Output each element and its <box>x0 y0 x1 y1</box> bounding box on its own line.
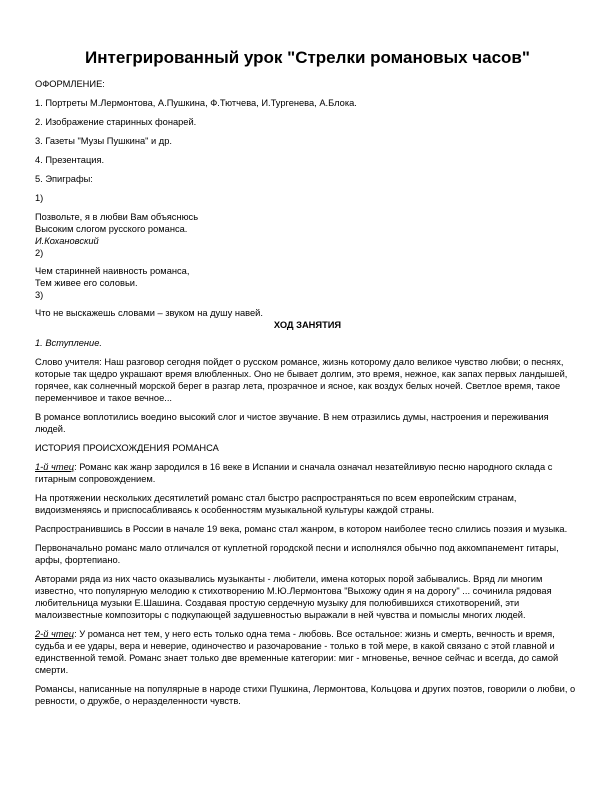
reader-2-label: 2-й чтец <box>35 629 75 639</box>
reader-2-text: : У романса нет тем, у него есть только одна тема - любовь. Все остальное: жизнь и смерть, вечность и время, судьба и ее удары, вера и неверие, одиночество и разочарование - только в той мере, в какой связано с этой главной и единственной темой. Романс знает только две временные категории: миг - мгновенье, вечное сейчас и всегда, до самой смерти. <box>35 629 559 675</box>
reader-1-paragraph <box>35 461 580 485</box>
embodied-paragraph: В романсе воплотились воедино высокий слог и чистое звучание. В нем отразились думы, настроения и переживания людей. <box>35 412 549 434</box>
teacher-paragraph: Слово учителя: Наш разговор сегодня пойдет о русском романсе, жизнь которому дало великое чувство любви; о песнях, которые так щедро украшают время влюбленных. Оно не бывает долгим, это время, нежное, как запах первых ландышей, горячее, как солнечный морской берег в разгар лета, прозрачное и ясное, как воздух белых ночей. Светлое время, такое переменчивое и такое вечное... <box>35 357 568 403</box>
history-paragraph: Авторами ряда из них часто оказывались музыканты - любители, имена которых порой забывались. Вряд ли многим известно, что популярную мелодию к стихотворению М.Ю.Лермонтова "Выхожу один я на дорогу" ... сочинила рядовая любительница музыки Е.Шашина. Создавая простую сердечную музыку для полюбившихся стихотворений, эти малоизвестные композиторы с подкупающей задушевностью выражали в ней чувства и помыслы многих людей. <box>35 574 552 620</box>
epigraph-line: Что не выскажешь словами – звуком на душу навей. <box>35 308 263 318</box>
history-paragraph: На протяжении нескольких десятилетий романс стал быстро распространяться по всем европейским странам, видоизменяясь и приспосабливаясь к особенностям музыкальной культуры каждой страны. <box>35 493 517 515</box>
reader-1-label: 1-й чтец <box>35 462 75 472</box>
epigraph-line: Тем живее его соловьи. <box>35 278 138 288</box>
epigraph-line: Позвольте, я в любви Вам объяснюсь <box>35 212 199 222</box>
epigraph-1-number: 1) <box>35 193 44 203</box>
history-paragraph: Романсы, написанные на популярные в народе стихи Пушкина, Лермонтова, Кольцова и других поэтов, говорили о любви, о ревности, о дружбе, о неразделенности чувств. <box>35 684 576 706</box>
epigraph-1 <box>35 211 580 259</box>
design-item: 2. Изображение старинных фонарей. <box>35 117 197 127</box>
epigraph-2-number: 2) <box>35 248 44 258</box>
epigraph-2 <box>35 265 580 301</box>
epigraph-author: И.Кохановский <box>35 236 99 246</box>
design-item: 1. Портреты М.Лермонтова, А.Пушкина, Ф.Тютчева, И.Тургенева, А.Блока. <box>35 98 357 108</box>
epigraph-3 <box>35 307 580 319</box>
lesson-heading: ХОД ЗАНЯТИЯ <box>273 320 342 330</box>
history-heading: ИСТОРИЯ ПРОИСХОЖДЕНИЯ РОМАНСА <box>35 443 219 453</box>
document-page <box>35 48 580 714</box>
epigraph-3-number: 3) <box>35 290 44 300</box>
reader-2-paragraph <box>35 628 580 676</box>
intro-label: 1. Вступление. <box>35 338 102 348</box>
design-item: 5. Эпиграфы: <box>35 174 93 184</box>
epigraph-line: Чем старинней наивность романса, <box>35 266 190 276</box>
design-heading: ОФОРМЛЕНИЕ: <box>35 79 105 89</box>
reader-1-text: : Романс как жанр зародился в 16 веке в Испании и сначала означал незатейливую песню народного склада с гитарным сопровождением. <box>35 462 553 484</box>
epigraph-line: Высоким слогом русского романса. <box>35 224 188 234</box>
document-title: Интегрированный урок "Стрелки романовых часов" <box>85 48 530 67</box>
history-paragraph: Первоначально романс мало отличался от куплетной городской песни и исполнялся обычно под аккомпанемент гитары, арфы, фортепиано. <box>35 543 559 565</box>
history-paragraph: Распространившись в России в начале 19 века, романс стал жанром, в котором наиболее тесно слились поэзия и музыка. <box>35 524 568 534</box>
design-item: 4. Презентация. <box>35 155 105 165</box>
design-item: 3. Газеты "Музы Пушкина" и др. <box>35 136 172 146</box>
